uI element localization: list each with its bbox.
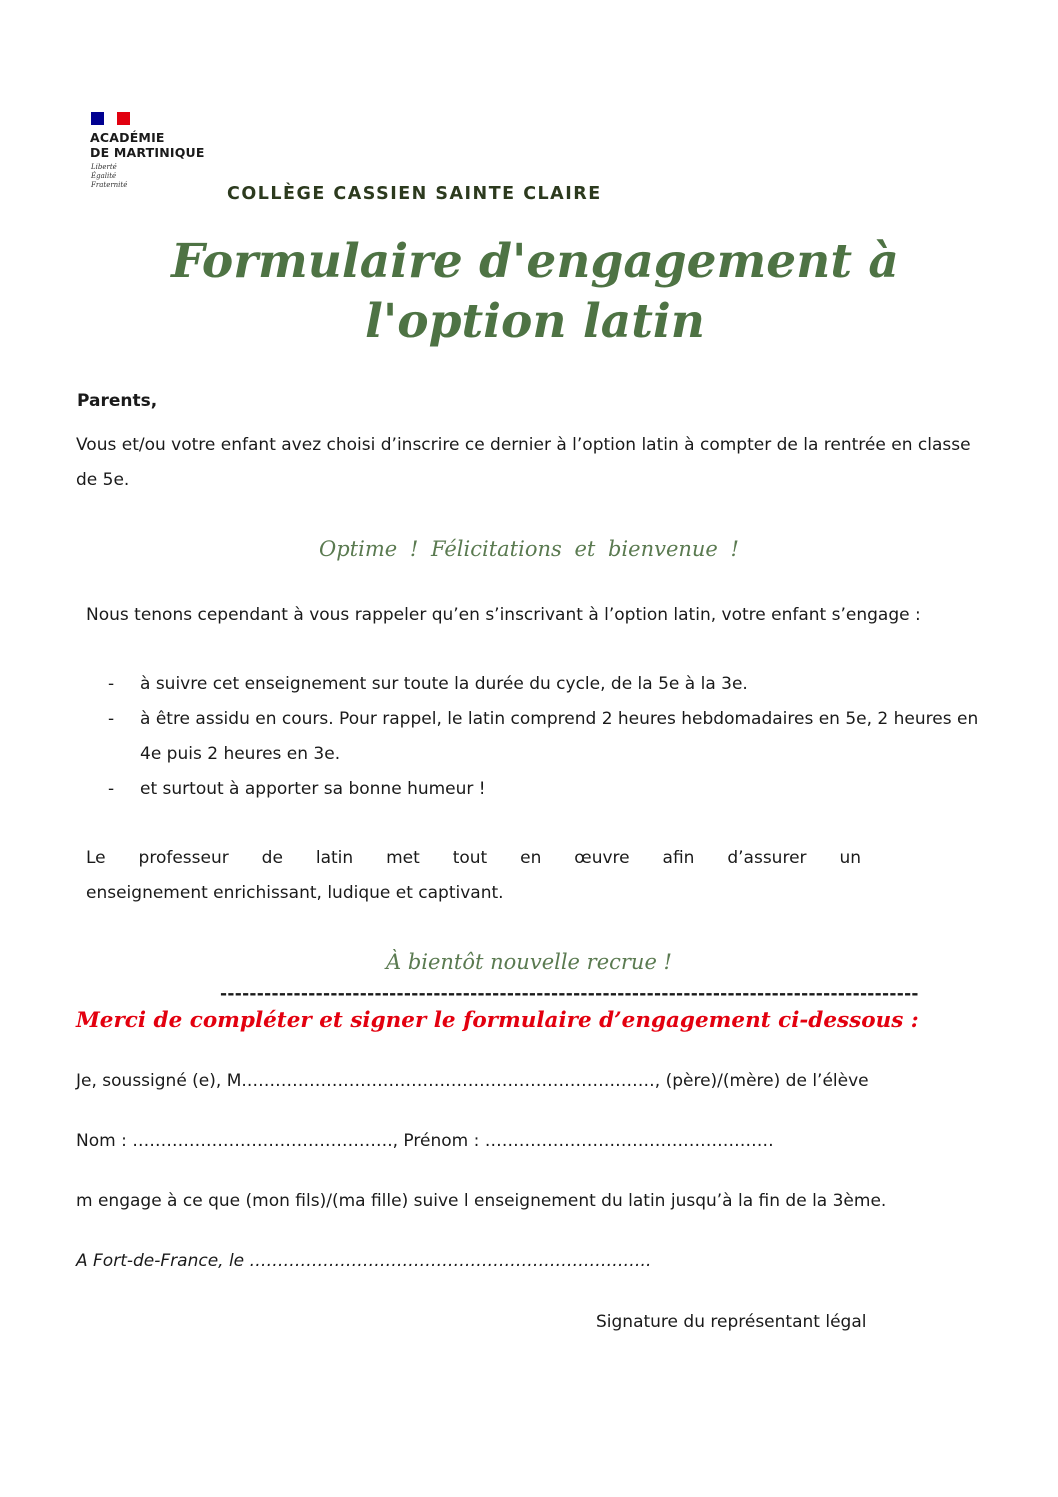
- form-line-name[interactable]: Nom : ………………………………………., Prénom : ……………………………………………: [76, 1131, 774, 1151]
- list-item: [100, 702, 990, 772]
- commitment-text: à être assidu en cours. Pour rappel, le latin comprend 2 heures hebdomadaires en 5e, 2 heures en 4e puis 2 heures en 3e.: [140, 709, 979, 764]
- form-line-place-date[interactable]: A Fort-de-France, le ……………………………………………………………..: [76, 1251, 652, 1271]
- flag-white-stripe: [104, 112, 117, 125]
- reminder-paragraph: Nous tenons cependant à vous rappeler qu’en s’inscrivant à l’option latin, votre enfant s’engage :: [86, 605, 921, 625]
- instructions-heading: Merci de compléter et signer le formulaire d’engagement ci-dessous :: [76, 1008, 919, 1033]
- bullet-dash: -: [108, 779, 115, 799]
- commitments-list: [100, 667, 990, 807]
- college-name: COLLÈGE CASSIEN SAINTE CLAIRE: [227, 184, 602, 204]
- list-item: [100, 667, 990, 702]
- motto-fraternite: Fraternité: [91, 181, 128, 189]
- academie-line-1: ACADÉMIE: [90, 130, 165, 145]
- list-item: [100, 772, 990, 807]
- french-flag-icon: [91, 112, 130, 125]
- separator-line: -----------------------------------------------------------------------------------------------: [220, 984, 919, 1004]
- form-line-commitment: m engage à ce que (mon fils)/(ma fille) suive l enseignement du latin jusqu’à la fin de la 3ème.: [76, 1191, 887, 1211]
- bientot-heading: À bientôt nouvelle recrue !: [385, 950, 672, 974]
- flag-red-stripe: [117, 112, 130, 125]
- bullet-dash: -: [108, 674, 115, 694]
- optime-heading: Optime ! Félicitations et bienvenue !: [319, 537, 739, 561]
- motto-egalite: Égalité: [91, 172, 117, 180]
- academie-name: [90, 130, 205, 160]
- academie-line-2: DE MARTINIQUE: [90, 145, 205, 160]
- form-line-undersigned[interactable]: Je, soussigné (e), M.………………………………………………………………, (père)/(mère) de l’élève: [76, 1071, 869, 1091]
- professor-paragraph: [86, 841, 986, 911]
- signature-label: Signature du représentant légal: [596, 1312, 867, 1332]
- academie-logo: [90, 110, 230, 200]
- commitment-text: à suivre cet enseignement sur toute la durée du cycle, de la 5e à la 3e.: [140, 674, 748, 694]
- motto-liberte: Liberté: [91, 163, 117, 171]
- republic-motto: [91, 163, 127, 190]
- greeting: Parents,: [77, 391, 158, 411]
- professor-line-2: enseignement enrichissant, ludique et captivant.: [86, 883, 504, 903]
- page-title: Formulaire d'engagement à l'option latin: [171, 234, 899, 349]
- bullet-dash: -: [108, 709, 115, 729]
- professor-line-1: Le professeur de latin met tout en œuvre afin d’assurer un: [86, 848, 861, 868]
- intro-paragraph: Vous et/ou votre enfant avez choisi d’inscrire ce dernier à l’option latin à compter de la rentrée en classe de 5e.: [76, 435, 971, 490]
- commitment-text: et surtout à apporter sa bonne humeur !: [140, 779, 486, 799]
- flag-blue-stripe: [91, 112, 104, 125]
